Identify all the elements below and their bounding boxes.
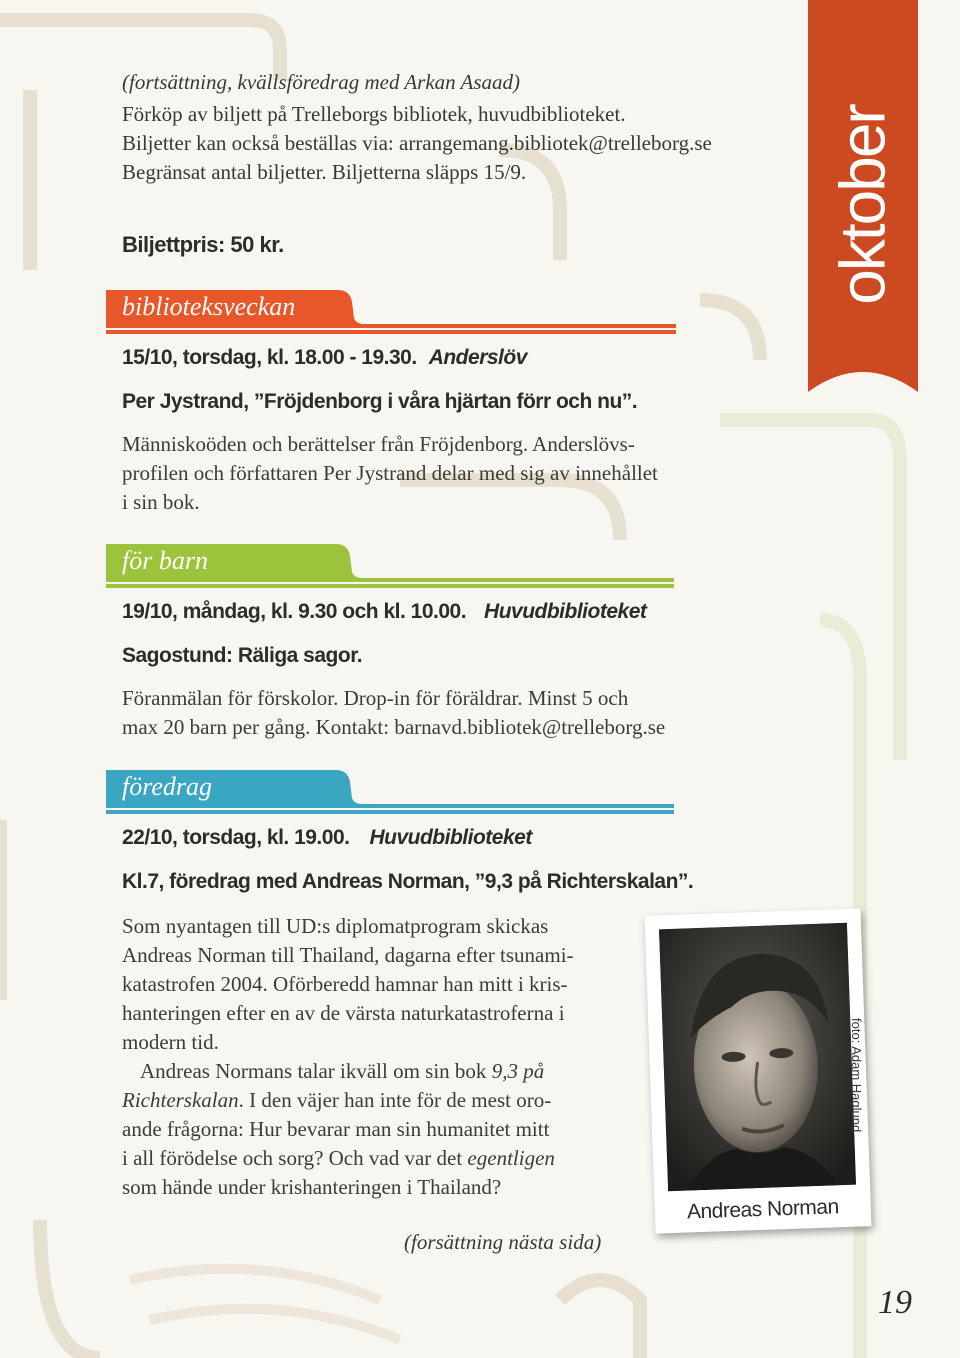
event-title: Per Jystrand, ”Fröjdenborg i våra hjärtan förr och nu”. bbox=[122, 390, 638, 413]
ticket-line: Begränsat antal biljetter. Biljetterna släpps 15/9. bbox=[122, 160, 527, 184]
event-date: 22/10, torsdag, kl. 19.00. Huvudbiblioteket bbox=[122, 826, 532, 849]
event-date: 15/10, torsdag, kl. 18.00 - 19.30. Anderslöv bbox=[122, 346, 527, 369]
event-description: Som nyantagen till UD:s diplomatprogram skickas Andreas Norman till Thailand, dagarna efter tsunami- katastrofen 2004. Oförberedd hamnar han mitt i kris- hanteringen efter en av de värsta naturkatastroferna i modern tid. Andreas Normans talar ikväll om sin bok 9,3 på Richterskalan. I den väjer han inte för de mest oro- ande frågorna: Hur bevarar man sin humanitet mitt i all förödelse och sorg? Och vad var det egentligen som hände under krishanteringen i Thailand? bbox=[122, 914, 574, 1199]
section-tab-label: biblioteksveckan bbox=[122, 292, 296, 321]
ticket-price: Biljettpris: 50 kr. bbox=[122, 232, 284, 257]
event-description: Föranmälan för förskolor. Drop-in för föräldrar. Minst 5 och max 20 barn per gång. Kontakt: barnavd.bibliotek@trelleborg.se bbox=[122, 686, 666, 739]
event-title: Sagostund: Räliga sagor. bbox=[122, 644, 363, 667]
continued-next-page: (forsättning nästa sida) bbox=[404, 1230, 602, 1254]
event-location: Anderslöv bbox=[428, 346, 527, 369]
section-tab-for-barn bbox=[106, 544, 674, 578]
month-label: oktober bbox=[827, 105, 899, 305]
photo-caption: Andreas Norman bbox=[686, 1195, 840, 1224]
portrait-photo bbox=[659, 923, 856, 1191]
continuation-note: (fortsättning, kvällsföredrag med Arkan Asaad) bbox=[122, 70, 521, 94]
portrait-photo-card bbox=[645, 908, 872, 1233]
event-date: 19/10, måndag, kl. 9.30 och kl. 10.00. Huvudbiblioteket bbox=[122, 600, 647, 623]
portrait-image bbox=[659, 923, 856, 1191]
section-tab-label: för barn bbox=[122, 546, 208, 575]
ticket-info bbox=[122, 100, 712, 187]
section-tab-label: föredrag bbox=[122, 772, 213, 801]
section-tab-biblioteksveckan bbox=[106, 290, 676, 324]
photo-credit: foto: Adam Haglund bbox=[849, 1018, 864, 1133]
section-tab-foredrag bbox=[106, 770, 674, 804]
ticket-line: Biljetter kan också beställas via: arrangemang.bibliotek@trelleborg.se bbox=[122, 131, 712, 155]
page-number: 19 bbox=[878, 1284, 912, 1321]
event-title: Kl.7, föredrag med Andreas Norman, ”9,3 på Richterskalan”. bbox=[122, 870, 694, 893]
ticket-line: Förköp av biljett på Trelleborgs bibliotek, huvudbiblioteket. bbox=[122, 102, 626, 126]
event-location: Huvudbiblioteket bbox=[369, 826, 532, 849]
event-description: Människoöden och berättelser från Fröjdenborg. Anderslövs- profilen och författaren Per Jystrand delar med sig av innehållet i sin bok. bbox=[122, 432, 658, 514]
event-location: Huvudbiblioteket bbox=[484, 600, 647, 623]
